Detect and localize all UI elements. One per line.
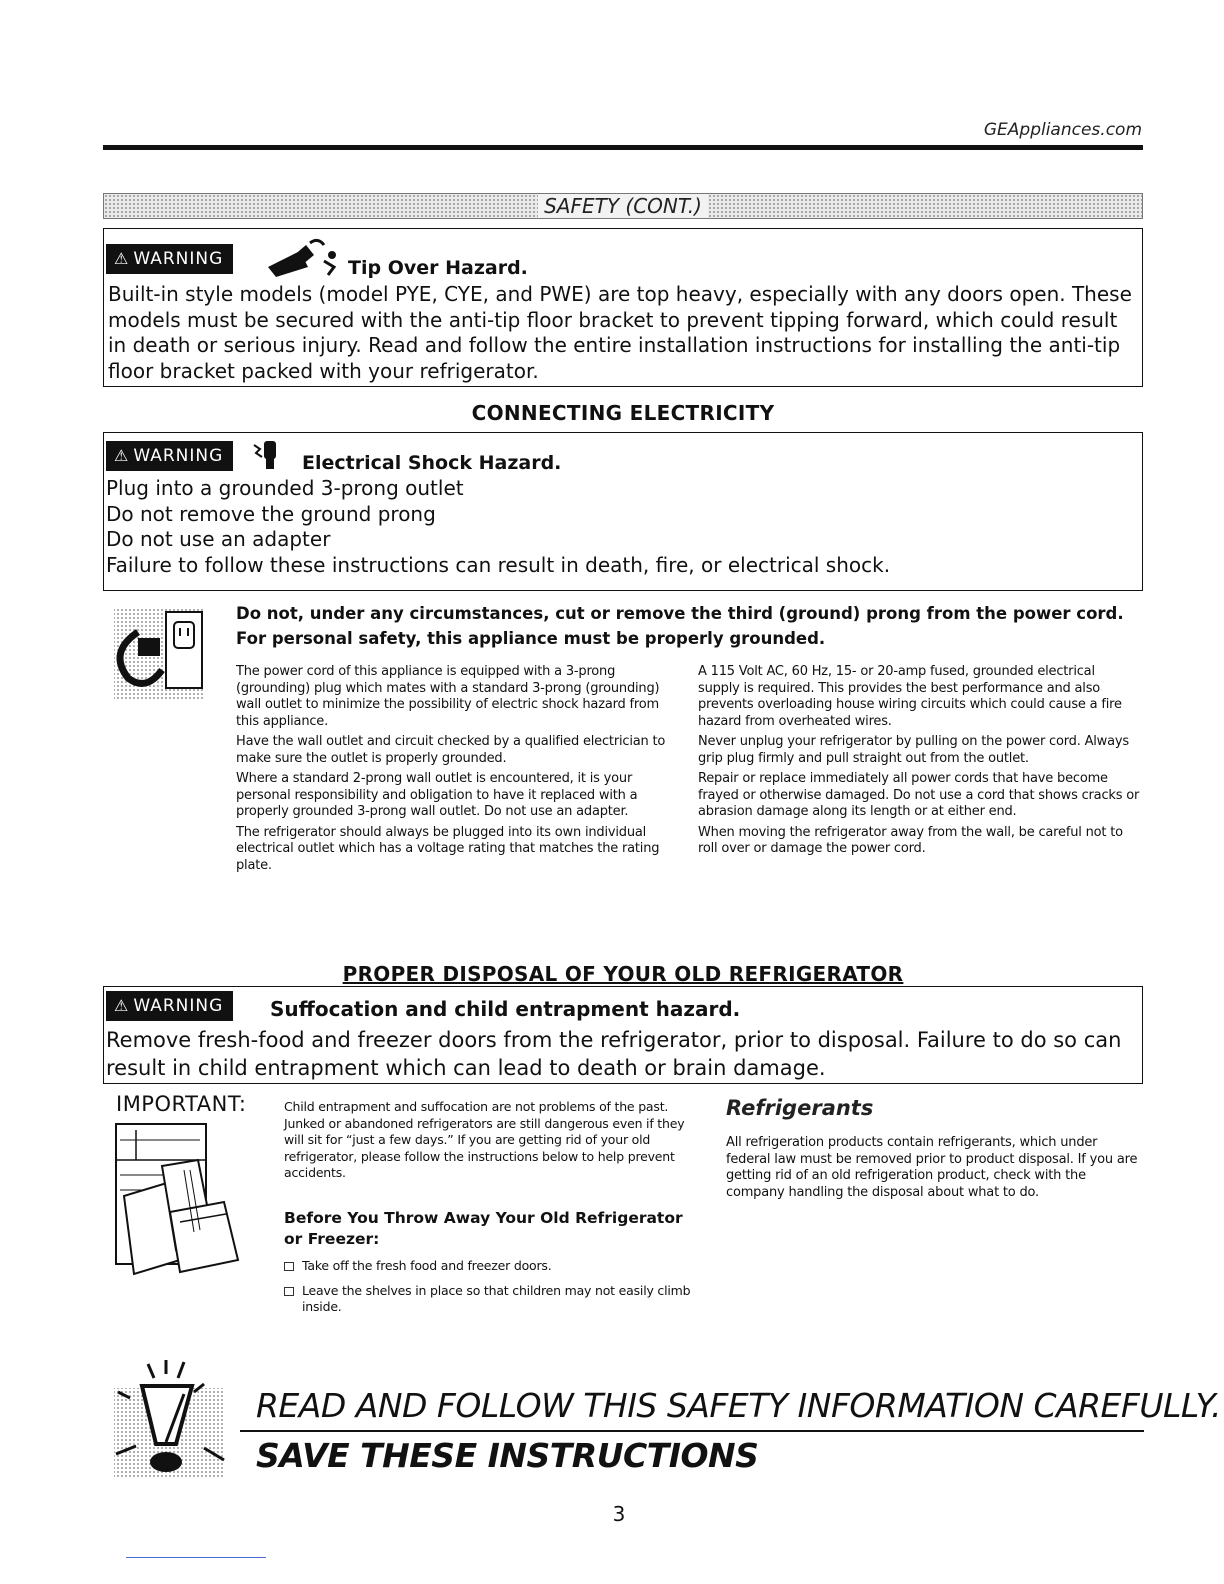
disposal-step: Take off the fresh food and freezer doors. (284, 1258, 704, 1275)
important-text: Child entrapment and suffocation are not problems of the past. Junked or abandoned refrigerators are still dangerous even if they will sit for “just a few days.” If you are getting rid of your old refrigerator, please follow the instructions below to help prevent accidents. (284, 1099, 685, 1180)
shock-hand-icon (252, 437, 282, 471)
disposal-step: Leave the shelves in place so that children may not easily climb inside. (284, 1283, 704, 1316)
footer-rule (240, 1430, 1144, 1432)
tip-over-line: in death or serious injury. Read and follow the entire installation instructions for installing the anti-tip (108, 333, 1121, 357)
safety-section-bar (103, 193, 1143, 219)
warning-triangle-icon: ⚠ (114, 249, 130, 268)
tip-over-line: models must be secured with the anti-tip floor bracket to prevent tipping forward, which could result (108, 307, 1118, 332)
safety-bar-title: SAFETY (CONT.) (538, 194, 708, 218)
ground-prong-warning: Do not, under any circumstances, cut or remove the third (ground) prong from the power cord. (236, 604, 1124, 623)
refrigerants-text: All refrigeration products contain refrigerants, which under federal law must be removed prior to product disposal. If you are getting rid of an old refrigeration product, check with the company handling the disposal about what to do. (726, 1135, 1138, 1200)
tip-over-line: floor bracket packed with your refrigerator. (108, 358, 539, 383)
electrical-warning-box (103, 432, 1143, 591)
grounding-requirement: For personal safety, this appliance must be properly grounded. (236, 629, 826, 648)
top-rule (103, 145, 1143, 150)
electrical-body (106, 476, 1136, 578)
page-number: 3 (612, 1502, 626, 1526)
electrical-paragraph: Have the wall outlet and circuit checked by a qualified electrician to make sure the outlet is properly grounded. (236, 734, 666, 766)
connecting-electricity-heading: CONNECTING ELECTRICITY (471, 401, 775, 425)
electrical-line: Do not remove the ground prong (106, 501, 436, 526)
electrical-paragraph: Where a standard 2-prong wall outlet is encountered, it is your personal responsibility and obligation to have it replaced with a properly grounded 3-prong wall outlet. Do not use an adapter. (236, 771, 638, 819)
electrical-paragraph: The power cord of this appliance is equipped with a 3-prong (grounding) plug which mates with a standard 3-prong (grounding) wall outlet to minimize the possibility of electric shock hazard from this appliance. (236, 664, 660, 729)
disposal-steps (284, 1258, 704, 1316)
electrical-paragraph: Repair or replace immediately all power cords that have become frayed or otherwise damaged. Do not use a cord that shows cracks or abrasion damage along its length or at either end. (698, 771, 1140, 819)
proper-disposal-heading: PROPER DISPOSAL OF YOUR OLD REFRIGERATOR (342, 962, 904, 986)
bottom-edge-line (126, 1557, 266, 1558)
checkbox-icon (284, 1287, 294, 1296)
electrical-paragraph: Never unplug your refrigerator by pulling on the power cord. Always grip plug firmly and pull straight out from the outlet. (698, 734, 1129, 766)
electrical-paragraph: The refrigerator should always be plugged into its own individual electrical outlet which has a voltage rating that matches the rating plate. (236, 824, 660, 873)
grounded-plug-icon (108, 604, 208, 704)
tip-over-body (108, 282, 1138, 384)
suffocation-warning-box (103, 986, 1143, 1084)
tip-over-warning-box (103, 228, 1143, 387)
before-throw-away-heading: Before You Throw Away Your Old Refrigerator or Freezer: (284, 1209, 683, 1248)
electrical-title: Electrical Shock Hazard. (302, 452, 562, 474)
tip-over-title: Tip Over Hazard. (348, 257, 528, 279)
checkbox-icon (284, 1262, 294, 1271)
suffocation-body (106, 1026, 1136, 1082)
electrical-left-column (236, 664, 674, 878)
read-follow-banner: READ AND FOLLOW THIS SAFETY INFORMATION CAREFULLY. (256, 1386, 1222, 1425)
tip-over-line: Built-in style models (model PYE, CYE, and PWE) are top heavy, especially with any doors open. These (108, 282, 1132, 306)
electrical-line: Plug into a grounded 3-prong outlet (106, 476, 464, 500)
electrical-line: Failure to follow these instructions can result in death, fire, or electrical shock. (106, 552, 891, 577)
caution-exclamation-icon (100, 1358, 240, 1482)
warning-triangle-icon: ⚠ (114, 996, 130, 1015)
tip-over-icon (262, 237, 342, 279)
website-url: GEAppliances.com (983, 120, 1142, 140)
suffocation-line: Remove fresh-food and freezer doors from the refrigerator, prior to disposal. Failure to do so can (106, 1028, 1122, 1052)
electrical-paragraph: A 115 Volt AC, 60 Hz, 15- or 20-amp fused, grounded electrical supply is required. This provides the best performance and also prevents overloading house wiring circuits which could cause a fire hazard from overheated wires. (698, 664, 1122, 729)
warning-triangle-icon: ⚠ (114, 446, 130, 465)
suffocation-title: Suffocation and child entrapment hazard. (270, 997, 741, 1021)
suffocation-warning-badge: ⚠ WARNING (106, 991, 233, 1021)
save-instructions-banner: SAVE THESE INSTRUCTIONS (256, 1436, 759, 1475)
electrical-warning-badge: ⚠ WARNING (106, 441, 233, 471)
tip-over-warning-badge: ⚠ WARNING (106, 244, 233, 274)
suffocation-line: result in child entrapment which can lead to death or brain damage. (106, 1056, 826, 1080)
refrigerator-illustration (110, 1120, 244, 1280)
electrical-line: Do not use an adapter (106, 527, 331, 551)
electrical-paragraph: When moving the refrigerator away from the wall, be careful not to roll over or damage the power cord. (698, 824, 1123, 856)
electrical-right-column (698, 664, 1140, 862)
important-label: IMPORTANT: (116, 1092, 247, 1116)
refrigerants-title: Refrigerants (726, 1096, 874, 1120)
